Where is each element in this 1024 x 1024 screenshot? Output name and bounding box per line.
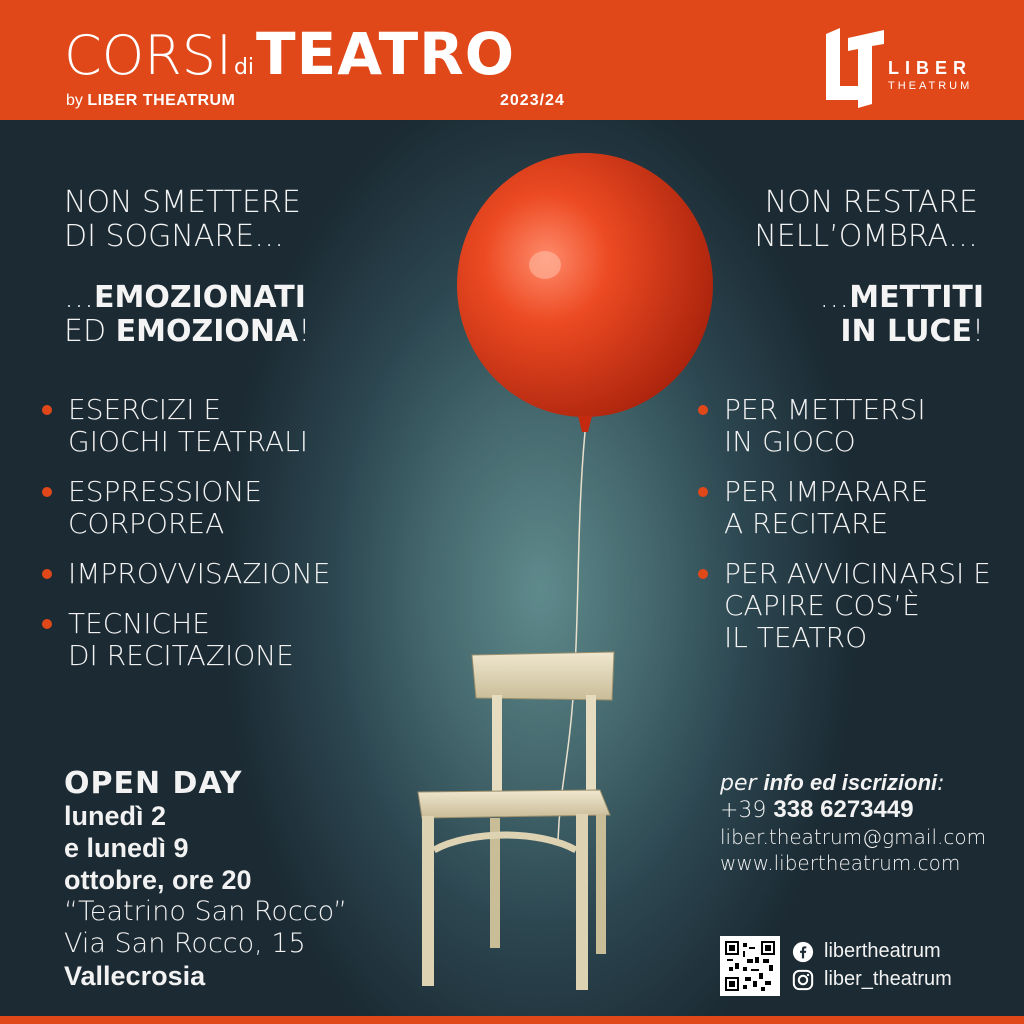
bullet-dot-icon bbox=[42, 619, 52, 629]
instagram-icon bbox=[792, 969, 814, 991]
facebook-handle-text: libertheatrum bbox=[824, 940, 941, 962]
list-item-line: PER AVVICINARSI E bbox=[724, 557, 991, 590]
right-heading-ombra bbox=[754, 186, 978, 254]
exclamation: ! bbox=[971, 314, 984, 349]
open-day-title: OPEN DAY bbox=[64, 766, 243, 801]
list-item bbox=[698, 476, 991, 540]
list-item-line: CAPIRE COS’È bbox=[724, 589, 920, 622]
list-item bbox=[698, 394, 991, 458]
venue-address: Via San Rocco, 15 bbox=[64, 928, 306, 959]
header-banner bbox=[0, 0, 1024, 120]
list-item-line: PER IMPARARE bbox=[724, 475, 929, 508]
left-heading-emozionati bbox=[64, 281, 310, 349]
ellipsis-prefix: … bbox=[819, 280, 850, 315]
bullet-dot-icon bbox=[42, 487, 52, 497]
bullet-dot-icon bbox=[42, 405, 52, 415]
right-heading-line: NON RESTARE bbox=[764, 185, 978, 220]
qr-code[interactable] bbox=[720, 936, 780, 996]
open-day-date: e lunedì 9 bbox=[64, 833, 189, 863]
list-item bbox=[42, 558, 330, 590]
bottom-accent-bar bbox=[0, 1016, 1024, 1024]
email-link[interactable]: liber.theatrum@gmail.com bbox=[720, 825, 987, 849]
instagram-handle-text: liber_theatrum bbox=[824, 968, 952, 990]
ed-prefix: ED bbox=[64, 314, 116, 349]
exclamation: ! bbox=[298, 314, 311, 349]
emoziona-text: EMOZIONA bbox=[115, 314, 299, 349]
course-goals-list bbox=[698, 394, 991, 672]
bullet-dot-icon bbox=[42, 569, 52, 579]
list-item-line: IMPROVVISAZIONE bbox=[68, 557, 331, 590]
logo-mark-icon bbox=[822, 28, 886, 108]
bullet-dot-icon bbox=[698, 569, 708, 579]
right-heading-line: NELL’OMBRA… bbox=[754, 219, 978, 254]
byline-prefix: by bbox=[66, 92, 83, 109]
left-heading-line: DI SOGNARE… bbox=[64, 219, 285, 254]
list-item-line: ESERCIZI E bbox=[68, 393, 222, 426]
list-item-line: GIOCHI TEATRALI bbox=[68, 425, 308, 458]
list-item-line: DI RECITAZIONE bbox=[68, 639, 294, 672]
ellipsis-prefix: … bbox=[64, 280, 94, 315]
emozionati-text: EMOZIONATI bbox=[94, 280, 306, 315]
balloon-chair-illustration bbox=[400, 150, 730, 1020]
bullet-dot-icon bbox=[698, 487, 708, 497]
open-day-block bbox=[64, 768, 347, 992]
chair bbox=[418, 652, 614, 990]
info-label: info ed iscrizioni bbox=[763, 770, 938, 795]
course-topics-list bbox=[42, 394, 330, 690]
list-item bbox=[42, 476, 330, 540]
right-heading-mettiti bbox=[819, 281, 984, 349]
season-year: 2023/24 bbox=[500, 92, 565, 109]
list-item bbox=[42, 608, 330, 672]
page-title bbox=[64, 20, 515, 90]
liber-theatrum-logo bbox=[822, 28, 992, 108]
facebook-handle[interactable] bbox=[792, 940, 941, 963]
bullet-dot-icon bbox=[698, 405, 708, 415]
open-day-date: lunedì 2 bbox=[64, 801, 167, 831]
phone-number[interactable]: 338 6273449 bbox=[773, 796, 914, 823]
left-heading-sognare bbox=[64, 186, 301, 254]
info-per: per bbox=[720, 771, 764, 796]
venue-city: Vallecrosia bbox=[64, 961, 206, 991]
phone-prefix: +39 bbox=[720, 798, 774, 823]
left-heading-line: NON SMETTERE bbox=[64, 185, 301, 220]
list-item-line: CORPOREA bbox=[68, 507, 225, 540]
info-colon: : bbox=[937, 771, 945, 796]
title-corsi: CORSI bbox=[64, 24, 232, 87]
qr-code-icon bbox=[725, 941, 775, 991]
list-item-line: ESPRESSIONE bbox=[68, 475, 262, 508]
byline bbox=[66, 92, 235, 110]
list-item-line: PER METTERSI bbox=[724, 393, 926, 426]
list-item-line: IN GIOCO bbox=[724, 425, 856, 458]
website-link[interactable]: www.libertheatrum.com bbox=[720, 851, 961, 875]
title-teatro: TEATRO bbox=[256, 20, 516, 88]
in-luce-text: IN LUCE bbox=[840, 314, 972, 349]
instagram-handle[interactable] bbox=[792, 968, 952, 991]
list-item bbox=[42, 394, 330, 458]
list-item-line: IL TEATRO bbox=[724, 621, 868, 654]
contact-info bbox=[720, 770, 986, 876]
list-item-line: TECNICHE bbox=[68, 607, 210, 640]
venue-name: “Teatrino San Rocco” bbox=[64, 896, 348, 927]
logo-liber-text: LIBER bbox=[888, 58, 972, 78]
facebook-icon bbox=[792, 941, 814, 963]
list-item-line: A RECITARE bbox=[724, 507, 889, 540]
logo-theatrum-text: THEATRUM bbox=[888, 80, 973, 92]
open-day-time: ottobre, ore 20 bbox=[64, 865, 252, 895]
byline-name: LIBER THEATRUM bbox=[87, 92, 236, 109]
balloon-string bbox=[558, 432, 585, 840]
mettiti-text: METTITI bbox=[849, 280, 984, 315]
balloon bbox=[457, 153, 713, 432]
title-di: di bbox=[233, 55, 255, 80]
list-item bbox=[698, 558, 991, 654]
